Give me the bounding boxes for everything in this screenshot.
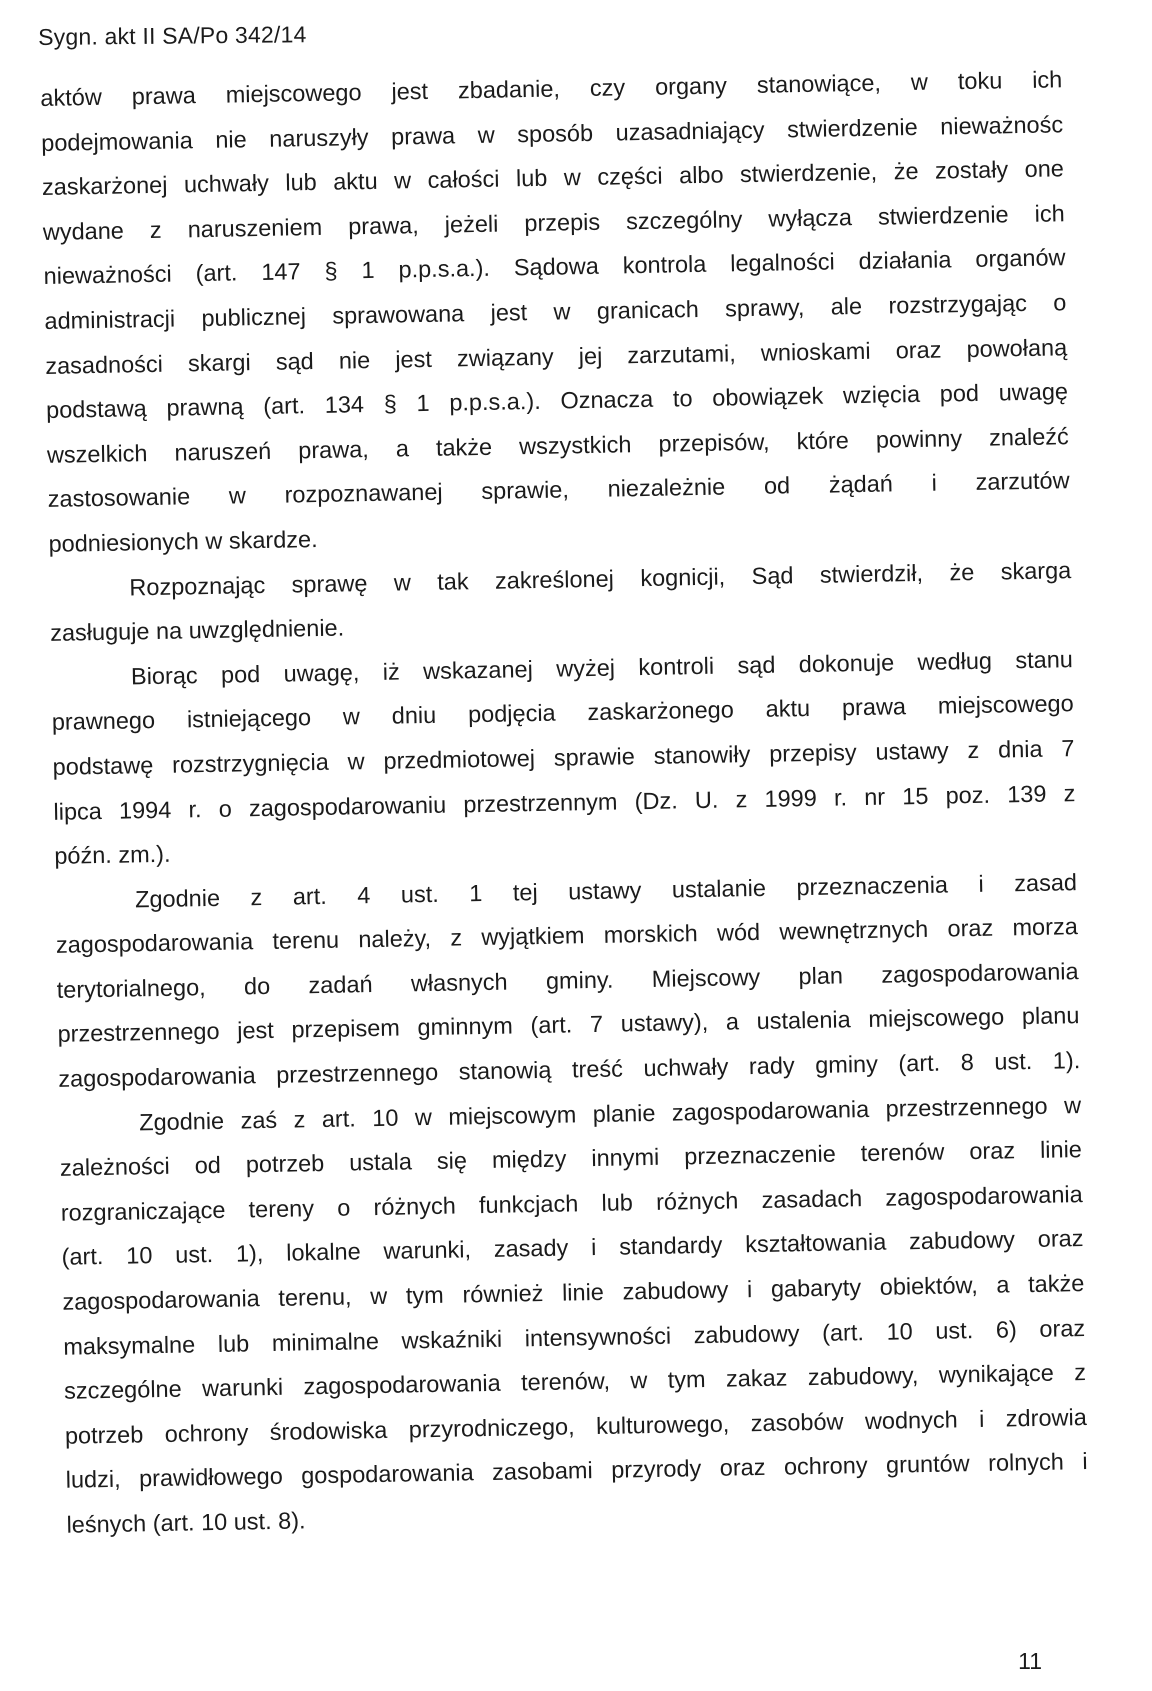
text-line: podstawę rozstrzygnięcia w przedmiotowej sprawie stanowiły przepisy ustawy z dnia 7 (52, 735, 1075, 780)
text-line: lipca 1994 r. o zagospodarowaniu przestrzennym (Dz. U. z 1999 r. nr 15 poz. 139 z (53, 779, 1076, 825)
text-line: przestrzennego jest przepisem gminnym (art. 7 ustawy), a ustalenia miejscowego planu (57, 1002, 1080, 1048)
text-line: zagospodarowania przestrzennego stanowią treść uchwały rady gminy (art. 8 ust. 1). (58, 1047, 1081, 1092)
text-line: aktów prawa miejscowego jest zbadanie, czy organy stanowiące, w toku ich (40, 66, 1063, 111)
text-line: Rozpoznając sprawę w tak zakreślonej kognicji, Sąd stwierdził, że skarga (129, 556, 1072, 600)
text-line: zaskarżonej uchwały lub aktu w całości lub w części albo stwierdzenie, że zostały one (41, 155, 1065, 201)
text-line: Biorąc pod uwagę, iż wskazanej wyżej kontroli sąd dokonuje według stanu (130, 645, 1074, 690)
text-line: podejmowania nie naruszyły prawa w sposób uzasadniający stwierdzenie nieważnośc (40, 110, 1064, 156)
text-line: rozgraniczające tereny o różnych funkcjach lub różnych zasadach zagospodarowania (60, 1180, 1083, 1226)
text-line: ludzi, prawidłowego gospodarowania zasobami przyrody oraz ochrony gruntów rolnych i (65, 1448, 1088, 1494)
text-line: zastosowanie w rozpoznawanej sprawie, niezależnie od żądań i zarzutów (47, 467, 1070, 513)
text-line: późn. zm.). (54, 840, 171, 869)
document-body (40, 57, 1089, 1547)
text-line: leśnych (art. 10 ust. 8). (66, 1507, 306, 1538)
text-line: zagospodarowania terenu należy, z wyjątkiem morskich wód wewnętrznych oraz morza (55, 913, 1078, 959)
text-line: (art. 10 ust. 1), lokalne warunki, zasady i standardy kształtowania zabudowy oraz (61, 1225, 1084, 1271)
text-line: szczególne warunki zagospodarowania terenów, w tym zakaz zabudowy, wynikające z (63, 1359, 1087, 1404)
text-line: Zgodnie z art. 4 ust. 1 tej ustawy ustalanie przeznaczenia i zasad (134, 868, 1078, 913)
text-line: podstawą prawną (art. 134 § 1 p.p.s.a.). Oznacza to obowiązek wzięcia pod uwagę (45, 378, 1069, 424)
text-line: nieważności (art. 147 § 1 p.p.s.a.). Sądowa kontrola legalności działania organów (43, 244, 1066, 290)
text-line: podniesionych w skardze. (48, 525, 318, 557)
text-line: wszelkich naruszeń prawa, a także wszystkich przepisów, które powinny znaleźć (46, 422, 1070, 468)
text-line: wydane z naruszeniem prawa, jeżeli przepis szczególny wyłącza stwierdzenie ich (42, 200, 1065, 245)
text-line: Zgodnie zaś z art. 10 w miejscowym planie zagospodarowania przestrzennego w (138, 1091, 1082, 1136)
case-signature: Sygn. akt II SA/Po 342/14 (38, 21, 307, 50)
text-line: zależności od potrzeb ustala się między innymi przeznaczenie terenów oraz linie (59, 1136, 1083, 1182)
page-number: 11 (1018, 1648, 1042, 1674)
text-line: zagospodarowania terenu, w tym również linie zabudowy i gabaryty obiektów, a także (62, 1270, 1085, 1315)
text-line: zasadności skargi sąd nie jest związany jej zarzutami, wnioskami oraz powołaną (45, 333, 1068, 379)
text-line: terytorialnego, do zadań własnych gminy. Miejscowy plan zagospodarowania (56, 957, 1079, 1003)
text-line: administracji publicznej sprawowana jest w granicach sprawy, ale rozstrzygając o (44, 289, 1067, 334)
text-line: maksymalne lub minimalne wskaźniki intensywności zabudowy (art. 10 ust. 6) oraz (63, 1314, 1086, 1360)
text-line: zasługuje na uwzględnienie. (49, 614, 345, 647)
text-line: potrzeb ochrony środowiska przyrodniczego, kulturowego, zasobów wodnych i zdrowia (64, 1403, 1087, 1449)
text-line: prawnego istniejącego w dniu podjęcia zaskarżonego aktu prawa miejscowego (51, 690, 1074, 736)
